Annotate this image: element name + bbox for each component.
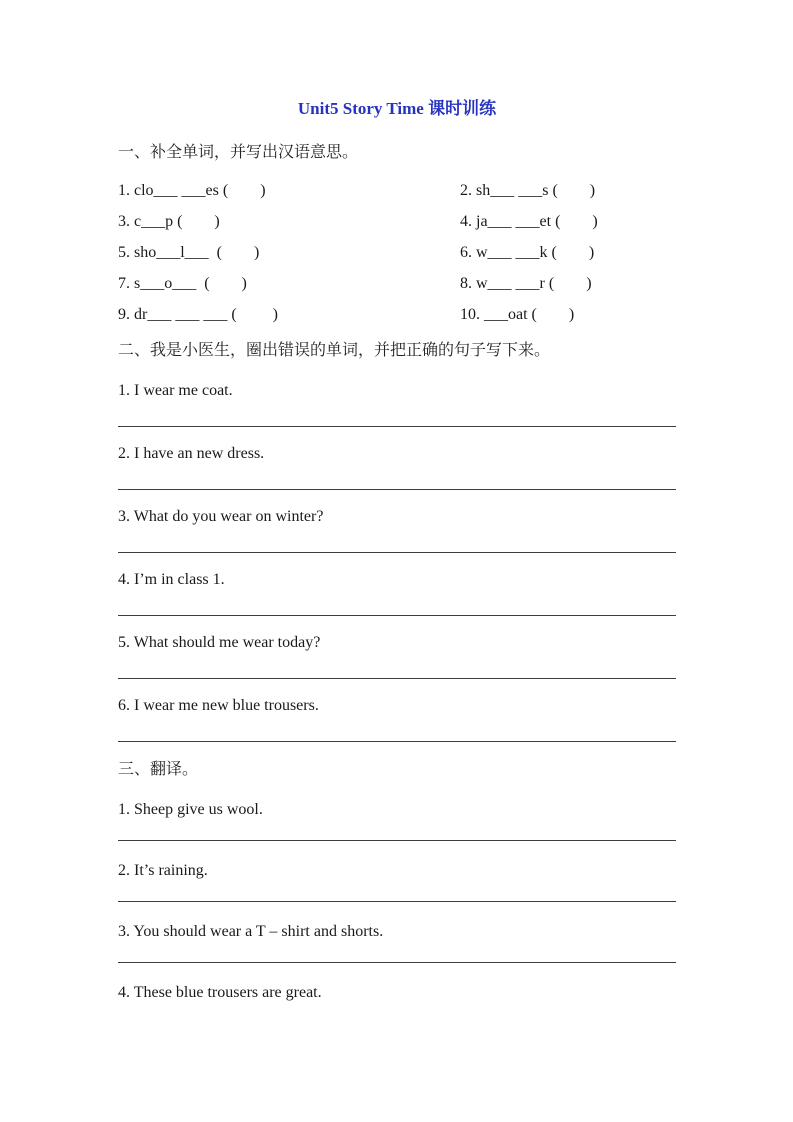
question-sentence: 3. You should wear a T – shirt and shorts. [118, 923, 384, 940]
section-1-heading: 一、补全单词，并写出汉语意思。 [118, 144, 359, 161]
word-item: 6. w___ ___k ( ) [460, 244, 595, 261]
word-item: 1. clo___ ___es ( ) [118, 182, 266, 199]
word-item: 3. c___p ( ) [118, 213, 220, 230]
word-item: 5. sho___l___ ( ) [118, 244, 260, 261]
answer-line [118, 552, 676, 553]
question-sentence: 5. What should me wear today? [118, 634, 321, 651]
question-sentence: 6. I wear me new blue trousers. [118, 697, 319, 714]
answer-line [118, 840, 676, 841]
answer-line [118, 901, 676, 902]
translation-list [118, 801, 676, 1002]
answer-line [118, 678, 676, 679]
section-2-heading: 二、我是小医生，圈出错误的单词，并把正确的句子写下来。 [118, 342, 551, 359]
word-item: 2. sh___ ___s ( ) [460, 182, 596, 199]
word-fill-list [118, 182, 676, 323]
word-item: 7. s___o___ ( ) [118, 275, 247, 292]
word-item: 10. ___oat ( ) [460, 306, 575, 323]
answer-line [118, 741, 676, 742]
answer-line [118, 615, 676, 616]
answer-line [118, 426, 676, 427]
answer-line [118, 489, 676, 490]
section-translation [118, 760, 676, 1002]
word-item: 9. dr___ ___ ___ ( ) [118, 306, 278, 323]
page-title: Unit5 Story Time 课时训练 [297, 99, 497, 118]
question-item [118, 382, 676, 427]
question-sentence: 2. It’s raining. [118, 862, 208, 879]
question-item [118, 923, 676, 963]
question-sentence: 1. Sheep give us wool. [118, 801, 263, 818]
answer-line [118, 962, 676, 963]
question-item [118, 445, 676, 490]
correction-list [118, 382, 676, 742]
question-sentence: 1. I wear me coat. [118, 382, 233, 399]
question-sentence: 3. What do you wear on winter? [118, 508, 324, 525]
section-word-completion [118, 143, 676, 323]
word-item: 4. ja___ ___et ( ) [460, 213, 598, 230]
question-item [118, 508, 676, 553]
question-item [118, 634, 676, 679]
section-correct-sentences [118, 341, 676, 742]
question-item [118, 801, 676, 841]
question-sentence: 2. I have an new dress. [118, 445, 265, 462]
question-sentence: 4. I’m in class 1. [118, 571, 225, 588]
question-item [118, 984, 676, 1002]
question-sentence: 4. These blue trousers are great. [118, 984, 322, 1001]
word-item: 8. w___ ___r ( ) [460, 275, 592, 292]
question-item [118, 697, 676, 742]
question-item [118, 862, 676, 902]
question-item [118, 571, 676, 616]
section-3-heading: 三、翻译。 [118, 761, 199, 778]
